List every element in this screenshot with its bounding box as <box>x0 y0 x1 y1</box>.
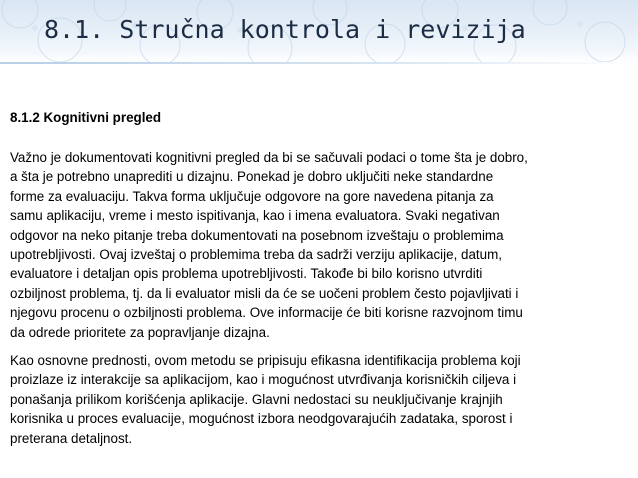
text-line: samu aplikaciju, vreme i mesto ispitivanja, kao i imena evaluatora. Svaki negativan <box>10 208 500 224</box>
paragraph-advantages <box>10 351 636 448</box>
text-line: forme za evaluaciju. Takva forma uključuje odgovore na gore navedena pitanja za <box>10 188 494 204</box>
text-line: upotrebljivosti. Ovaj izveštaj o problemima treba da sadrži verziju aplikacije, datum, <box>10 247 502 263</box>
text-line: Kao osnovne prednosti, ovom metodu se pripisuju efikasna identifikacija problema koji <box>10 353 521 368</box>
text-line: evaluatore i detaljan opis problema upotrebljivosti. Takođe bi bilo korisno utvrditi <box>10 266 483 282</box>
text-line: korisnika u proces evaluacije, mogućnost izbora neodgovarajućih zadataka, sporost i <box>10 411 513 427</box>
text-line: njegovu procenu o ozbiljnosti problema. Ove informacije će biti korisne razvojnom timu <box>10 305 523 321</box>
header-divider <box>0 62 638 64</box>
header-band <box>0 0 638 62</box>
text-line: preterana detaljnost. <box>10 430 133 446</box>
slide-title: 8.1. Stručna kontrola i revizija <box>44 15 526 44</box>
text-line: ponašanja prilikom korišćenja aplikacije. Glavni nedostaci su neuključivanje krajnjih <box>10 391 503 407</box>
text-line: proizlaze iz interakcije sa aplikacijom, kao i mogućnost utvrđivanja korisničkih ciljeva i <box>10 372 517 388</box>
text-line: da odrede prioritete za popravljanje dizajna. <box>10 324 270 340</box>
paragraph-documentation <box>10 148 636 342</box>
section-heading: 8.1.2 Kognitivni pregled <box>10 110 162 125</box>
text-line: ozbiljnost problema, tj. da li evaluator misli da će se uočeni problem često pojavljivati i <box>10 285 519 301</box>
text-line: a šta je potrebno unaprediti u dizajnu. Ponekad je dobro uključiti neke standardne <box>10 169 494 185</box>
text-line: odgovor na neko pitanje treba dokumentovati na posebnom izveštaju o problemima <box>10 227 504 243</box>
text-line: Važno je dokumentovati kognitivni pregled da bi se sačuvali podaci o tome šta je dobro, <box>10 150 528 165</box>
